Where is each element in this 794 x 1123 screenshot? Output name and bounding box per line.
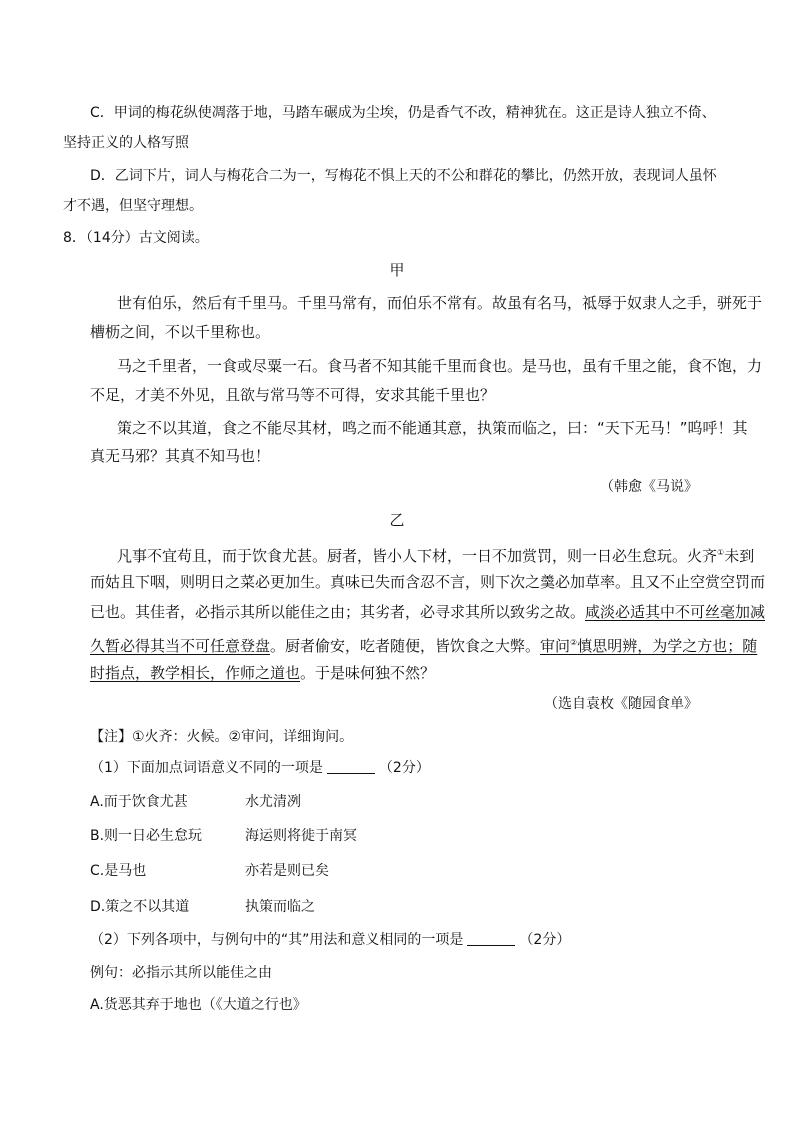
footnote-marker-1: ① bbox=[717, 548, 725, 557]
sub2-option-a: A.货恶其弃于地也（《大道之行也》 bbox=[90, 997, 307, 1013]
yi-line5-text: 。于是味何独不然？ bbox=[300, 664, 436, 682]
sub1-option-a-right: 水尤清冽 bbox=[245, 794, 301, 810]
subquestion-1-prompt bbox=[90, 758, 430, 778]
option-d-line1: D．乙词下片，词人与梅花合二为一，写梅花不惧上天的不公和群花的攀比，仍然开放，表现词人虽怀 bbox=[90, 168, 717, 184]
yi-line3 bbox=[90, 602, 765, 622]
yi-underlined-sentence-2-cont: 时指点，教学相长，作师之道也 bbox=[90, 664, 301, 682]
yi-line3-text: 已也。其佳者，必指示其所以能佳之由；其劣者，必寻求其所以致劣之故。 bbox=[90, 603, 586, 621]
jia-p1-line1: 世有伯乐，然后有千里马。千里马常有，而伯乐不常有。故虽有名马，祗辱于奴隶人之手，骈死于 bbox=[117, 294, 763, 312]
option-d-line2: 才不遇，但坚守理想。 bbox=[63, 198, 203, 214]
footnote: 【注】①火齐：火候。②审问，详细询问。 bbox=[90, 729, 354, 745]
question-8-heading: 8．（14分）古文阅读。 bbox=[63, 230, 209, 246]
sub1-option-b-right: 海运则将徙于南冥 bbox=[245, 828, 357, 844]
jia-p1-line2: 槽枥之间，不以千里称也。 bbox=[90, 323, 271, 341]
sub1-option-a-left: A.而于饮食尤甚 bbox=[90, 794, 188, 810]
subquestion-2-example: 例句：必指示其所以能佳之由 bbox=[90, 965, 272, 981]
option-c-line2: 坚持正义的人格写照 bbox=[63, 135, 189, 151]
jia-source: （韩愈《马说》 bbox=[600, 479, 698, 495]
subquestion-1-text: （1）下面加点词语意义不同的一项是 bbox=[90, 760, 323, 776]
subquestion-1-score: （2分） bbox=[378, 760, 430, 776]
yi-source: （选自袁枚《随园食单》 bbox=[544, 696, 698, 712]
sub1-option-c-right: 亦若是则已矣 bbox=[245, 863, 329, 879]
sub1-option-b-left: B.则一日必生怠玩 bbox=[90, 828, 203, 844]
yi-line5 bbox=[90, 663, 435, 683]
subquestion-2-score: （2分） bbox=[519, 932, 571, 948]
passage-yi-title: 乙 bbox=[389, 511, 405, 529]
yi-underlined-sentence-2 bbox=[540, 637, 757, 655]
yi-underlined-sentence-1-cont: 久暂必得其当不可任意登盘 bbox=[90, 637, 271, 655]
yi-underlined-sentence-1: 咸淡必适其中不可丝毫加减 bbox=[585, 603, 766, 621]
yi-line4-text: 。厨者偷安，吃者随便，皆饮食之大弊。 bbox=[270, 637, 541, 655]
sub1-option-d-left: D.策之不以其道 bbox=[90, 899, 190, 915]
jia-p2-line2: 不足，才美不外见，且欲与常马等不可得，安求其能千里也？ bbox=[90, 386, 496, 404]
yi-line1-text: 凡事不宜苟且，而于饮食尤甚。厨者，皆小人下材，一日不加赏罚，则一日必生怠玩。火齐 bbox=[117, 547, 718, 565]
jia-p3-line1: 策之不以其道，食之不能尽其材，鸣之而不能通其意，执策而临之，曰：“天下无马！”呜呼！其 bbox=[117, 419, 748, 437]
subquestion-2-text: （2）下列各项中，与例句中的“其”用法和意义相同的一项是 bbox=[90, 932, 464, 948]
yi-line4 bbox=[90, 633, 757, 656]
sub1-option-c-left: C.是马也 bbox=[90, 863, 147, 879]
yi-line2: 而姑且下咽，则明日之菜必更加生。真味已失而含忍不言，则下次之羹必加草率。且又不止空赏空罚而 bbox=[90, 573, 766, 591]
yi-line1-text-b: 未到 bbox=[724, 547, 755, 565]
jia-p3-line2: 真无马邪？其真不知马也！ bbox=[90, 447, 271, 465]
subquestion-2-prompt bbox=[90, 930, 570, 950]
option-c-line1: C．甲词的梅花纵使凋落于地，马踏车碾成为尘埃，仍是香气不改，精神犹在。这正是诗人独立不倚、 bbox=[90, 105, 716, 121]
passage-jia-title: 甲 bbox=[389, 261, 405, 279]
sub1-option-d-right: 执策而临之 bbox=[245, 899, 315, 915]
jia-p2-line1: 马之千里者，一食或尽粟一石。食马者不知其能千里而食也。是马也，虽有千里之能，食不饱，力 bbox=[117, 357, 763, 375]
footnote-marker-2: ② bbox=[570, 638, 578, 647]
yi-underlined-2-a: 审问 bbox=[540, 637, 571, 655]
answer-blank-1[interactable] bbox=[327, 759, 375, 774]
answer-blank-2[interactable] bbox=[467, 931, 515, 946]
yi-line1 bbox=[117, 543, 754, 566]
yi-underlined-2-b: 慎思明辨，为学之方也；随 bbox=[577, 637, 758, 655]
